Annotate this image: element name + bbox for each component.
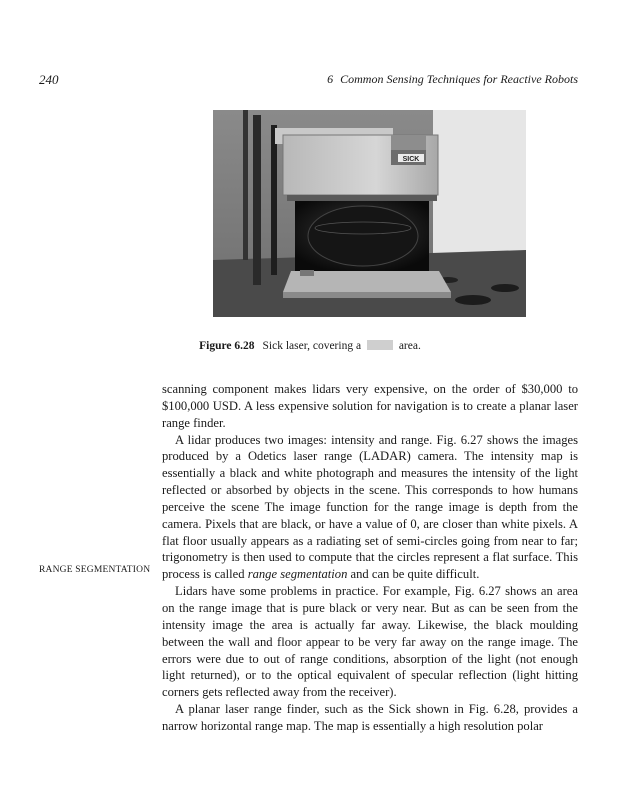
chapter-number: 6 [327, 72, 334, 86]
figure-photo [213, 110, 526, 317]
emphasis-range-segmentation: range segmentation [247, 567, 348, 582]
caption-text: Sick laser, covering a [262, 340, 362, 352]
margin-note: RANGE SEGMENTATION [39, 565, 151, 575]
chapter-title: Common Sensing Techniques for Reactive Robots [340, 72, 578, 86]
sick-logo: SICK [402, 156, 420, 163]
body-text [162, 381, 578, 735]
degree-value [367, 340, 393, 350]
page-number: 240 [39, 72, 59, 87]
running-header [327, 72, 578, 87]
figure-label: Figure 6.28 [199, 340, 255, 352]
figure-caption [0, 340, 620, 352]
paragraph-4: A planar laser range finder, such as the Sick shown in Fig. 6.28, provides a narrow horizontal range map. The map is essentially a high resolution polar [162, 702, 578, 733]
paragraph-1: scanning component makes lidars very expensive, on the order of $30,000 to $100,000 USD. A less expensive solution for navigation is to create a planar laser range finder. [162, 382, 578, 430]
paragraph-3: Lidars have some problems in practice. For example, Fig. 6.27 shows an area on the range image that is pure black or very near. But as can be seen from the intensity image the area is actually far away. Likewise, the black moulding between the wall and floor appear to be very far away on the range image. The errors were due to out of range conditions, absorption of the light (not enough light returned), or to the optical equivalent of specular reflection (light hitting corners gets reflected away from the receiver). [162, 584, 578, 700]
paragraph-2: A lidar produces two images: intensity and range. Fig. 6.27 shows the images produced by a Odetics laser range (LADAR) camera. The intensity map is essentially a black and white photograph and measures the intensity of the light reflected or absorbed by objects in the scene. This corresponds to how humans perceive the scene The image function for the range image is depth from the camera. Pixels that are black, or have a value of 0, are closer than white pixels. A flat floor usually appears as a radiating set of semi-circles going from near to far; trigonometry is then used to compute that the circles represent a flat surface. This process is called range segmentation and can be quite difficult. [162, 432, 578, 582]
caption-text-end: area. [398, 340, 421, 352]
sick-laser-photo [213, 110, 526, 317]
